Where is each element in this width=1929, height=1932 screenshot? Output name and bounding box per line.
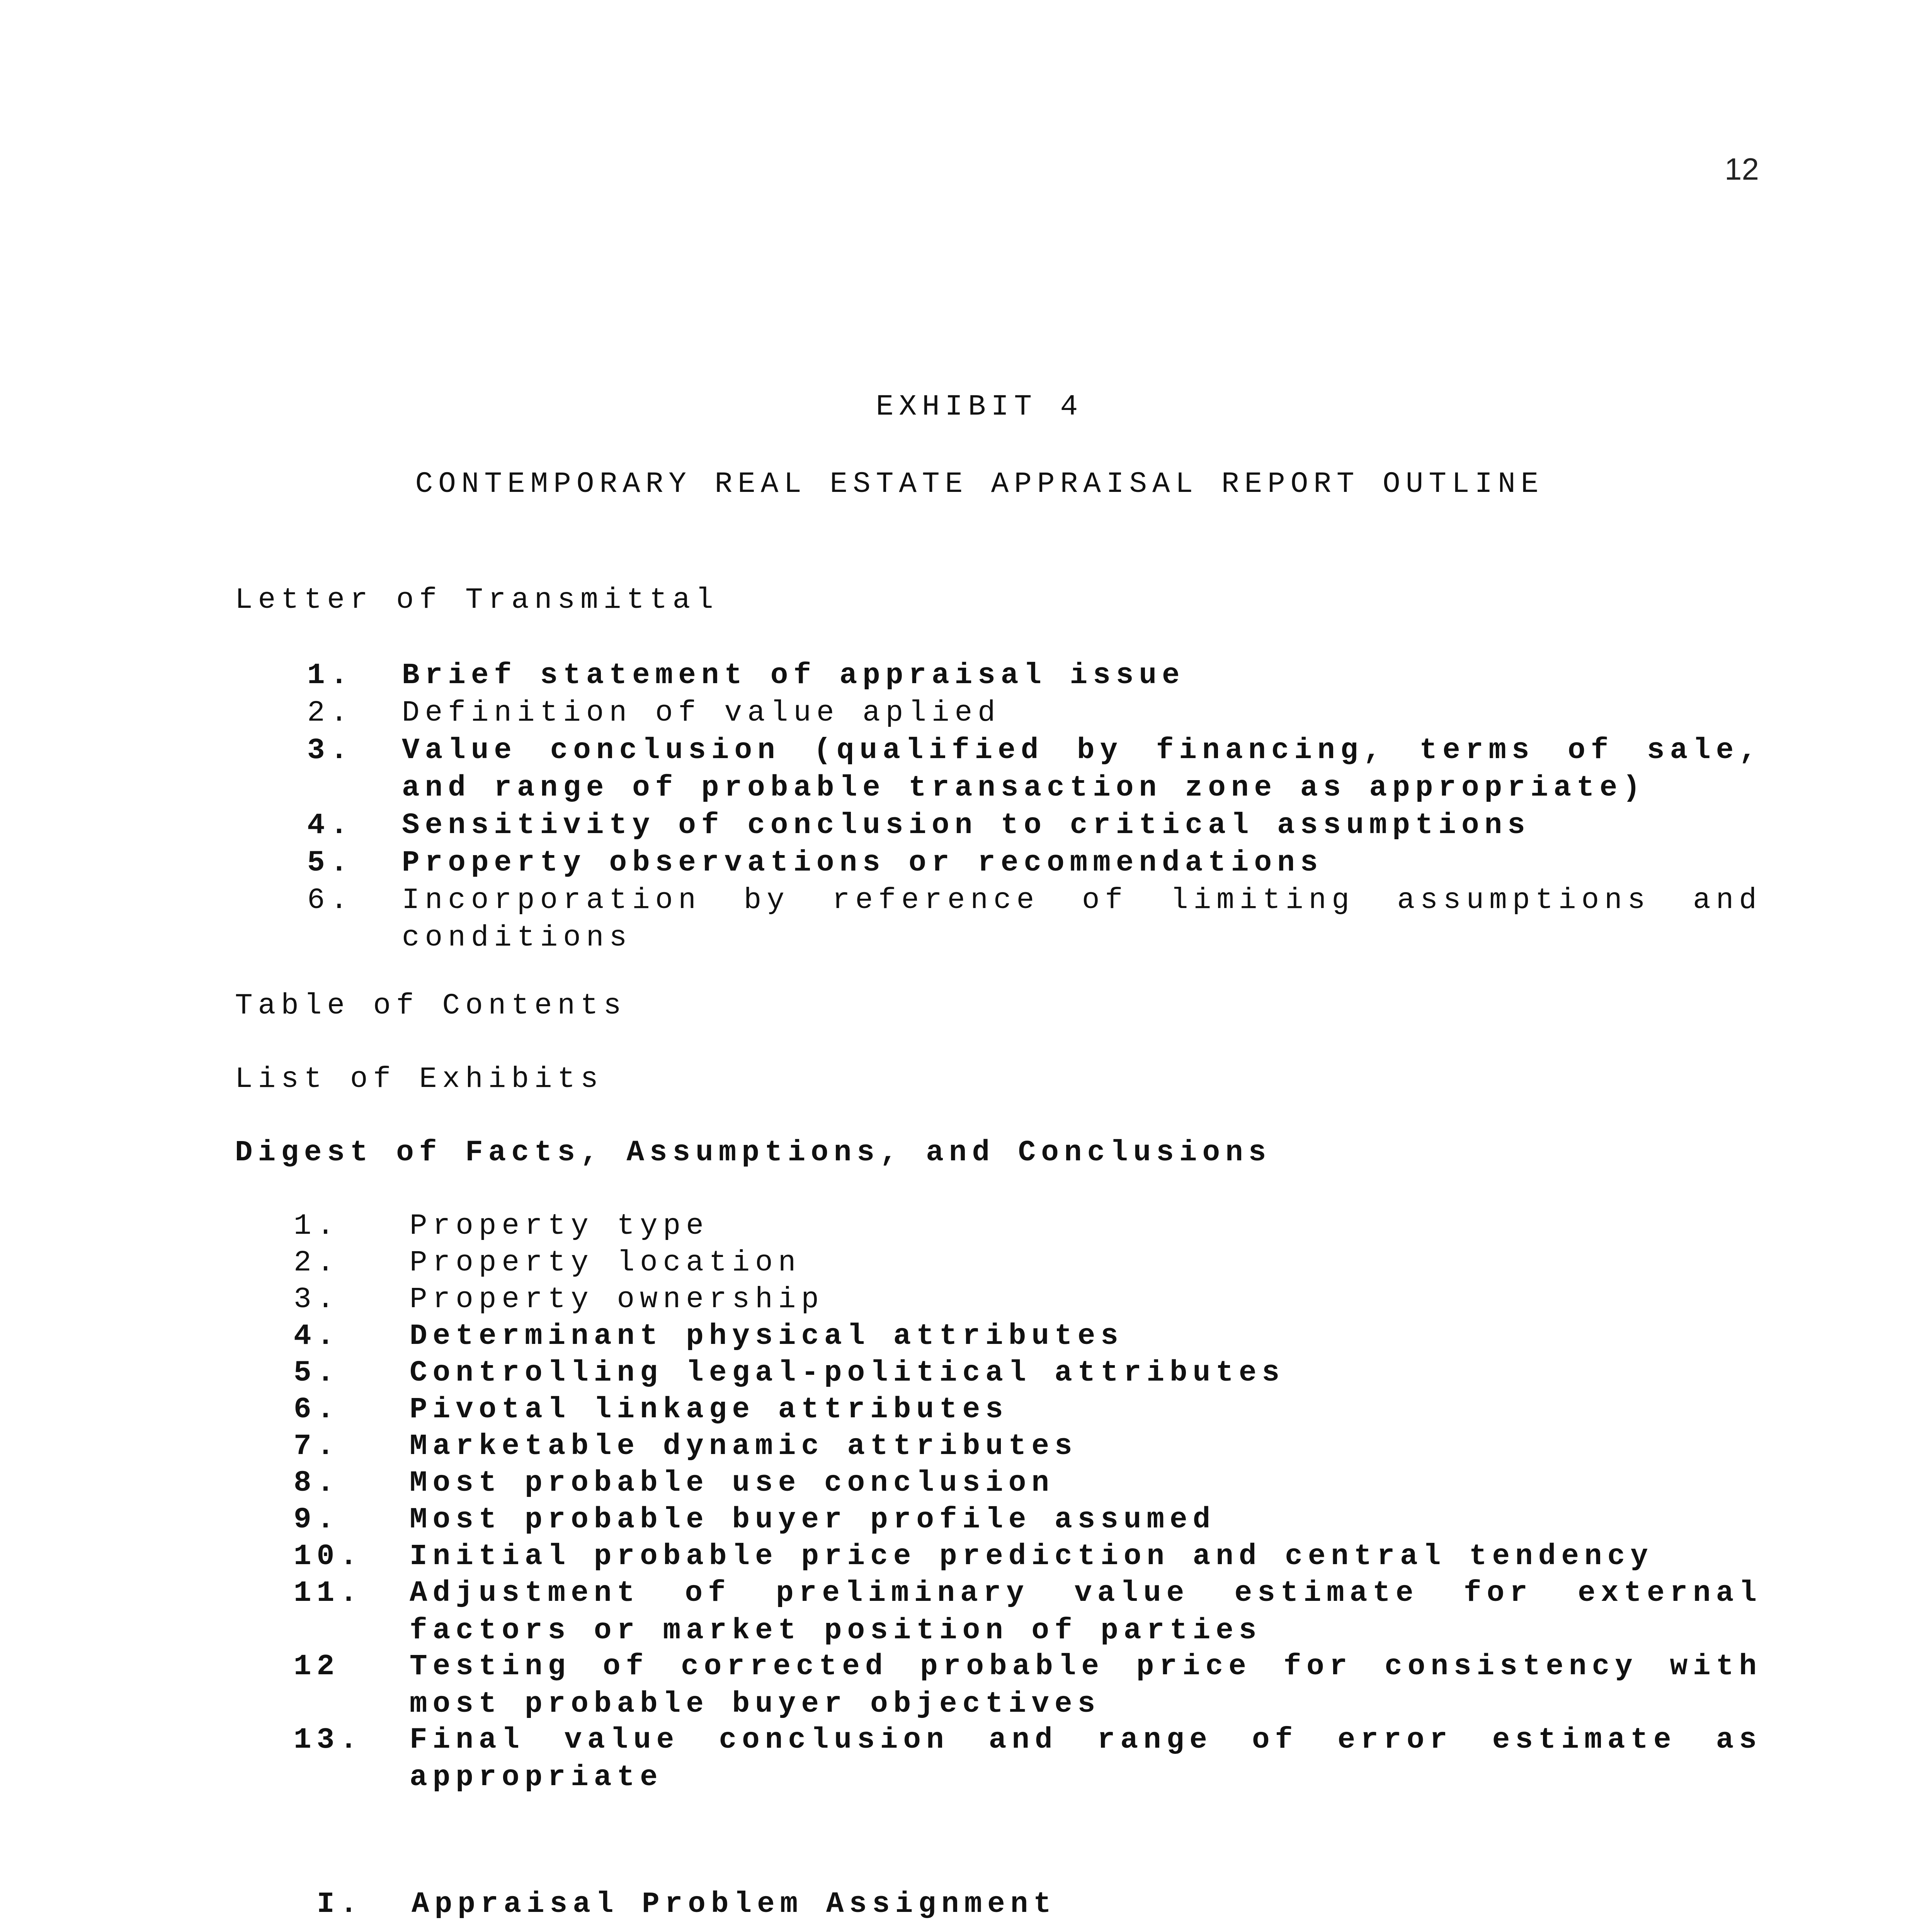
section-number: I. [317, 1888, 363, 1921]
item-number: 5. [294, 1356, 340, 1389]
item-number: 2. [294, 1246, 340, 1279]
item-text: Most probable buyer profile assumed [410, 1503, 1216, 1536]
item-number: 3. [307, 734, 354, 767]
item-number: 4. [307, 809, 354, 842]
item-text: Property ownership [410, 1283, 824, 1316]
letter-of-transmittal-heading: Letter of Transmittal [235, 583, 719, 617]
item-text: Incorporation by reference of limiting assumptions and conditions [402, 884, 1762, 954]
digest-heading: Digest of Facts, Assumptions, and Conclusions [235, 1136, 1272, 1169]
item-text: Marketable dynamic attributes [410, 1430, 1078, 1463]
item-number: 2. [307, 696, 354, 730]
item-number: 1. [294, 1209, 340, 1243]
item-text: Most probable use conclusion [410, 1466, 1055, 1500]
page-number: 12 [1725, 152, 1759, 186]
item-number: 8. [294, 1466, 340, 1500]
item-text: Initial probable price prediction and central tendency [410, 1540, 1653, 1573]
item-text: Pivotal linkage attributes [410, 1393, 1009, 1426]
item-number: 9. [294, 1503, 340, 1536]
item-text: Property location [410, 1246, 801, 1279]
item-text: Brief statement of appraisal issue [402, 659, 1185, 692]
exhibit-title: EXHIBIT 4 [876, 390, 1084, 423]
item-text: Testing of corrected probable price for consistency with most probable buyer objectives [410, 1650, 1762, 1721]
item-number: 6. [294, 1393, 340, 1426]
table-of-contents-heading: Table of Contents [235, 989, 627, 1022]
item-text: Controlling legal-political attributes [410, 1356, 1285, 1389]
item-text: Determinant physical attributes [410, 1320, 1124, 1353]
item-text: Property observations or recommendations [402, 846, 1323, 879]
exhibit-subtitle: CONTEMPORARY REAL ESTATE APPRAISAL REPORT OUTLINE [415, 468, 1544, 501]
item-text: Adjustment of preliminary value estimate for external factors or market position of parties [410, 1577, 1762, 1647]
item-number: 7. [294, 1430, 340, 1463]
item-text: Value conclusion (qualified by financing, terms of sale, and range of probable transaction zone as appropriate) [402, 734, 1762, 804]
item-number: 4. [294, 1320, 340, 1353]
item-text: Property type [410, 1209, 709, 1243]
item-number: 6. [307, 884, 354, 917]
list-of-exhibits-heading: List of Exhibits [235, 1063, 604, 1096]
item-text: Sensitivity of conclusion to critical assumptions [402, 809, 1531, 842]
item-number: 12 [294, 1650, 340, 1683]
item-number: 5. [307, 846, 354, 879]
item-text: Definition of value aplied [402, 696, 1001, 730]
item-number: 13. [294, 1723, 363, 1757]
item-number: 10. [294, 1540, 363, 1573]
item-number: 3. [294, 1283, 340, 1316]
item-number: 1. [307, 659, 354, 692]
item-text: Final value conclusion and range of error estimate as appropriate [410, 1723, 1762, 1794]
section-title: Appraisal Problem Assignment [412, 1888, 1057, 1921]
item-number: 11. [294, 1577, 363, 1610]
